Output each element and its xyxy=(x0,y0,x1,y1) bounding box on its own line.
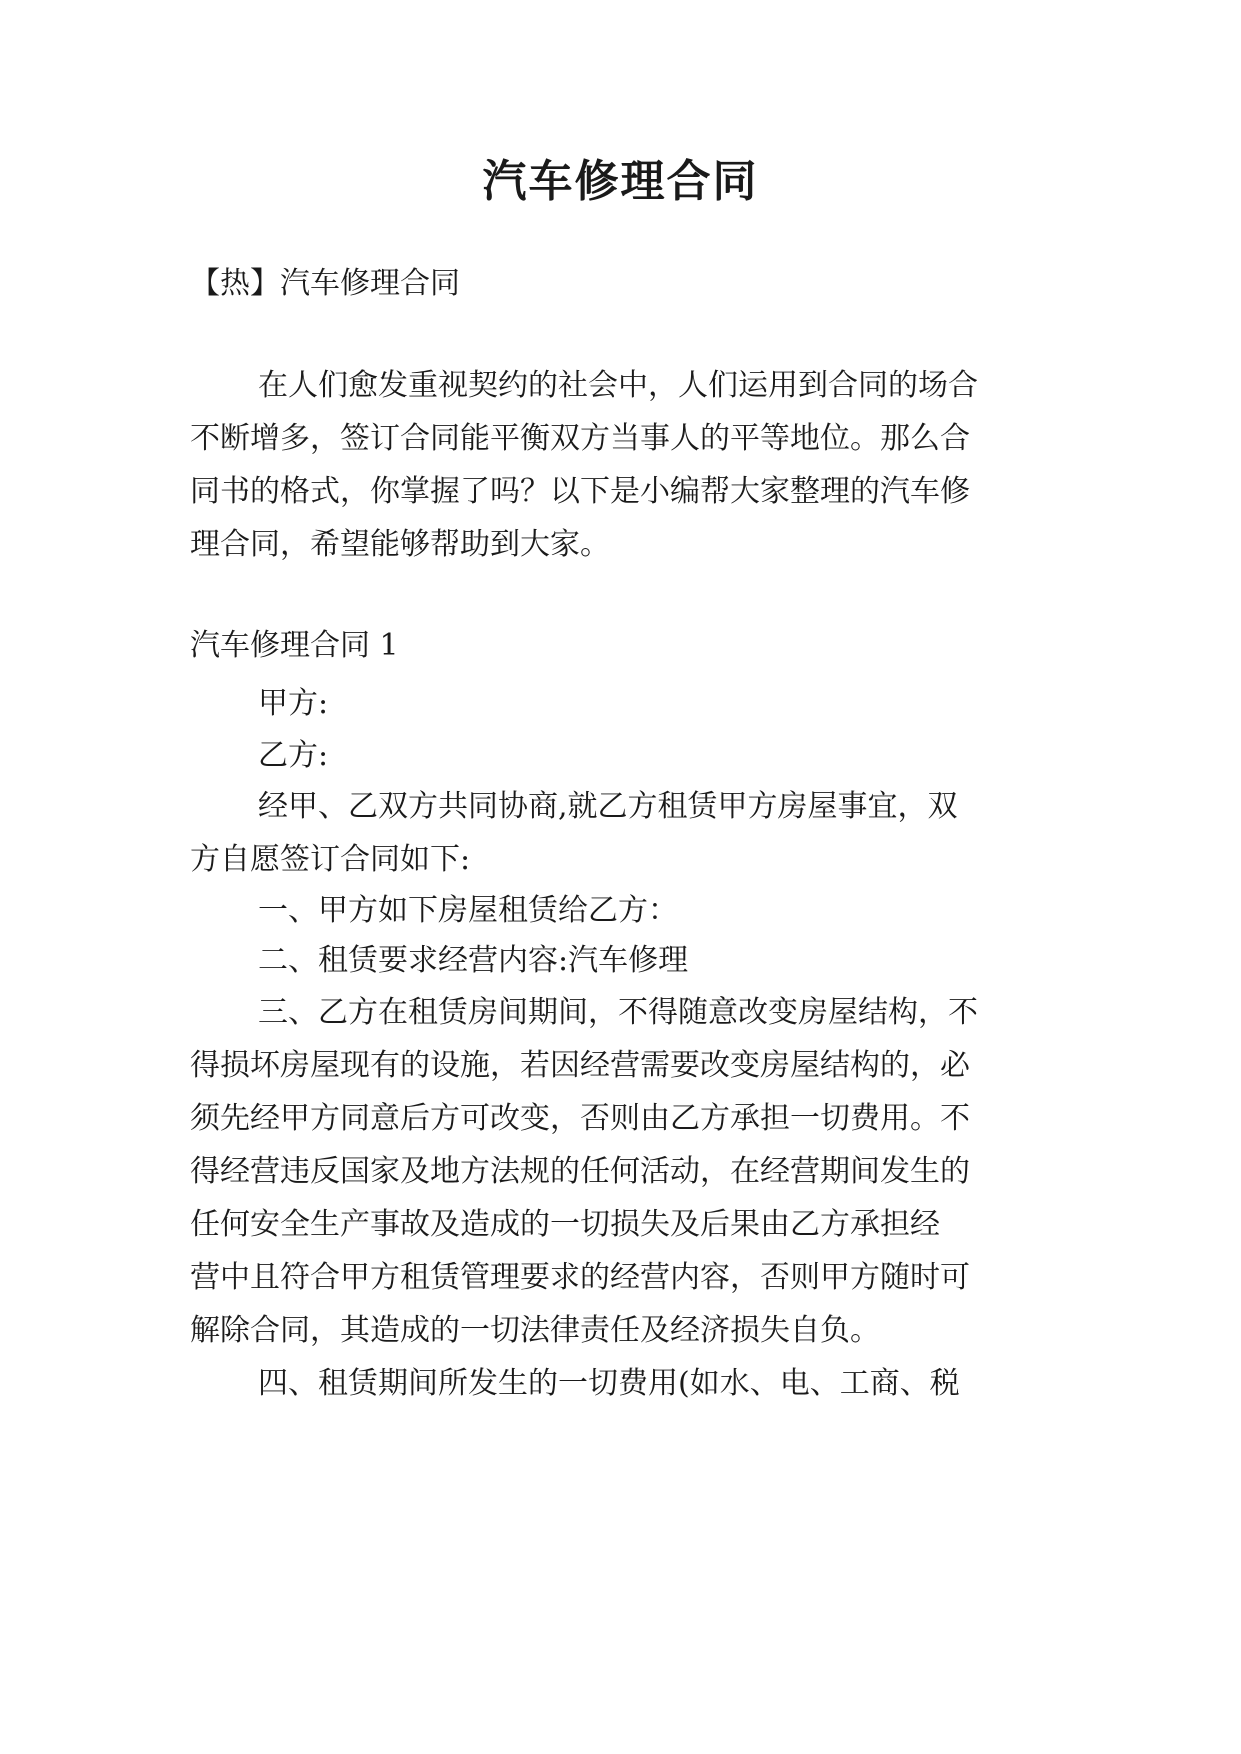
party-b-line: 乙方: xyxy=(258,738,329,773)
intro-line: 理合同，希望能够帮助到大家。 xyxy=(190,527,610,562)
clause-2-line: 二、租赁要求经营内容:汽车修理 xyxy=(258,943,689,978)
agreement-line: 经甲、乙双方共同协商,就乙方租赁甲方房屋事宜，双 xyxy=(258,789,958,824)
section-heading: 汽车修理合同 1 xyxy=(190,628,399,663)
intro-line: 同书的格式，你掌握了吗？以下是小编帮大家整理的汽车修 xyxy=(190,474,970,509)
agreement-line: 方自愿签订合同如下: xyxy=(190,842,471,877)
clause-3-line: 三、乙方在租赁房间期间，不得随意改变房屋结构，不 xyxy=(258,995,978,1030)
document-title: 汽车修理合同 xyxy=(482,156,759,207)
intro-line: 在人们愈发重视契约的社会中，人们运用到合同的场合 xyxy=(258,368,978,403)
clause-1-line: 一、甲方如下房屋租赁给乙方： xyxy=(258,893,678,928)
party-a-line: 甲方: xyxy=(258,686,329,721)
clause-3-line: 得经营违反国家及地方法规的任何活动，在经营期间发生的 xyxy=(190,1154,970,1189)
document-subtitle: 【热】汽车修理合同 xyxy=(190,266,460,301)
intro-line: 不断增多，签订合同能平衡双方当事人的平等地位。那么合 xyxy=(190,421,970,456)
clause-3-line: 解除合同，其造成的一切法律责任及经济损失自负。 xyxy=(190,1313,880,1348)
clause-3-line: 营中且符合甲方租赁管理要求的经营内容，否则甲方随时可 xyxy=(190,1260,970,1295)
clause-3-line: 须先经甲方同意后方可改变，否则由乙方承担一切费用。不 xyxy=(190,1101,970,1136)
clause-3-line: 得损坏房屋现有的设施，若因经营需要改变房屋结构的，必 xyxy=(190,1048,970,1083)
clause-3-line: 任何安全生产事故及造成的一切损失及后果由乙方承担经 xyxy=(190,1207,940,1242)
clause-4-line: 四、租赁期间所发生的一切费用(如水、电、工商、税 xyxy=(258,1366,960,1401)
